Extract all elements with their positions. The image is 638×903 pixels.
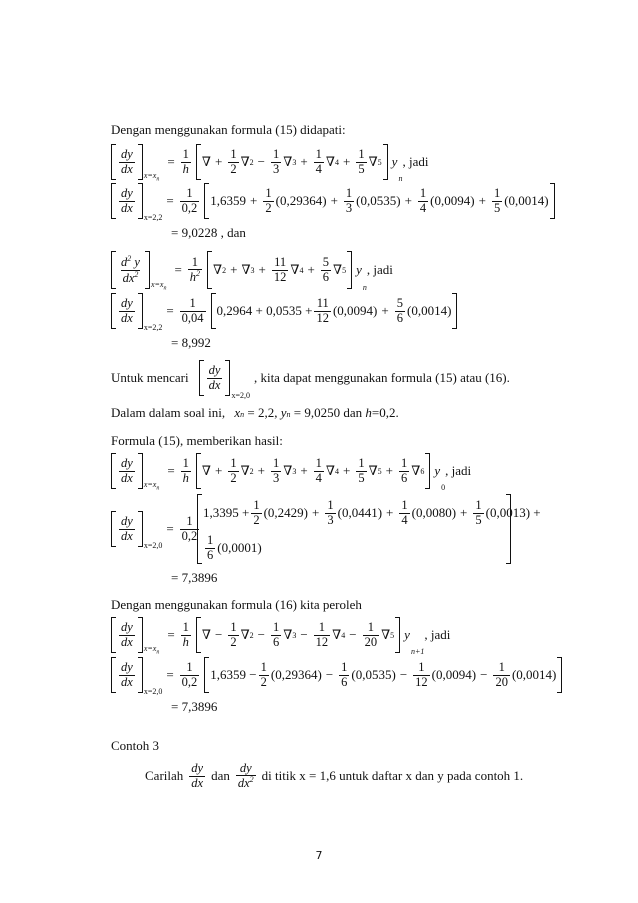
carilah-dan: dan	[211, 768, 230, 783]
equation-8-term-a: 1,3395 +	[203, 505, 250, 520]
equation-2-term-b: (0,29364)	[275, 193, 327, 208]
equation-10-jadi: , jadi	[424, 627, 451, 642]
equation-1: $\frac{dy}{dx}$ $x=x_n$ = $\frac{1}{h}$ ∇ + $\frac{1}{2}$ ∇ 2 − $\frac{1}{3}$ ∇ 3 + $\frac{1}{4}$ ∇ 4 + $\frac{1}{5}$ ∇ 5 y n , jadi	[111, 143, 428, 181]
equation-8-term-e: (0,0013) +	[485, 505, 541, 520]
equation-8-row-1: 1,3395 + $\frac{1}{2}$ (0,2429) + $\frac{1}{3}$ (0,0441) + $\frac{1}{4}$ (0,0080) + $\frac{1}{5}$ (0,0013) +	[203, 498, 541, 527]
equation-11-term-e: (0,0014)	[511, 667, 557, 682]
dalam-h-value: =0,2.	[371, 405, 399, 420]
equation-4-jadi: , jadi	[366, 262, 393, 277]
equation-2-term-a: 1,6359	[210, 193, 247, 208]
equation-8-h: 0,2	[181, 528, 198, 543]
equation-9-result: = 7,3896	[171, 570, 218, 585]
equation-8-term-b: (0,2429)	[263, 505, 309, 520]
equation-5-h: 0,04	[181, 310, 204, 325]
dalam-xn-value: = 2,2,	[247, 405, 278, 420]
equation-5: $\frac{dy}{dx}$ x=2,2 = $\frac{1}{0,04}$ 0,2964 + 0,0535 + $\frac{11}{12}$ (0,0094) + $\frac{5}{6}$ (0,0014)	[111, 292, 457, 330]
equation-5-subscript: x=2,2	[143, 323, 163, 332]
equation-8-subscript: x=2,0	[143, 541, 163, 550]
untuk-subscript: x=2,0	[231, 391, 250, 400]
equation-8-row-2: $\frac{1}{6}$ (0,0001)	[207, 533, 262, 562]
carilah-line: Carilah $\frac{dy}{dx}$ dan $\frac{dy}{dx^2}$ di titik x = 1,6 untuk daftar x dan y pada contoh 1.	[145, 760, 524, 791]
equation-2-subscript: x=2,2	[143, 213, 163, 222]
equation-8-term-c: (0,0441)	[337, 505, 383, 520]
page-number: 7	[315, 849, 323, 862]
equation-5-term-c: (0,0094)	[332, 303, 378, 318]
dalam-soal-line: Dalam dalam soal ini, xn = 2,2, yn = 9,0250 dan h=0,2.	[111, 405, 399, 420]
equation-5-term-a: 0,2964 + 0,0535 +	[216, 303, 313, 318]
equation-2-term-d: (0,0094)	[430, 193, 475, 208]
equation-7-jadi: , jadi	[445, 463, 472, 478]
equation-12-result: = 7,3896	[171, 699, 218, 714]
equation-10: $\frac{dy}{dx}$ $x=x_n$ = $\frac{1}{h}$ ∇ − $\frac{1}{2}$ ∇ 2 − $\frac{1}{6}$ ∇ 3 − $\frac{1}{12}$ ∇ 4 − $\frac{1}{20}$ ∇ 5 y n+1 , jadi	[111, 616, 450, 654]
untuk-pre-text: Untuk mencari	[111, 370, 189, 385]
equation-11: $\frac{dy}{dx}$ x=2,0 = $\frac{1}{0,2}$ 1,6359 − $\frac{1}{2}$ (0,29364) − $\frac{1}{6}$ (0,0535) − $\frac{1}{12}$ (0,0094) − $\frac{1}{20}$ (0,0014)	[111, 656, 562, 694]
equation-1-jadi: , jadi	[402, 154, 429, 169]
formula-15-text: Formula (15), memberikan hasil:	[111, 433, 283, 448]
equation-3-result: = 9,0228 , dan	[171, 225, 246, 240]
carilah-post-text: di titik x = 1,6 untuk daftar x dan y pada contoh 1.	[261, 768, 524, 783]
untuk-mencari-line: Untuk mencari $\frac{dy}{dx}$ x=2,0 , kita dapat menggunakan formula (15) atau (16).	[111, 358, 510, 398]
equation-2-term-c: (0,0535)	[356, 193, 401, 208]
dalam-pre-text: Dalam dalam soal ini,	[111, 405, 226, 420]
equation-8-term-d: (0,0080)	[411, 505, 457, 520]
equation-2: $\frac{dy}{dx}$ x=2,2 = $\frac{1}{0,2}$ 1,6359 + $\frac{1}{2}$ (0,29364) + $\frac{1}{3}$ (0,0535) + $\frac{1}{4}$ (0,0094) + $\frac{1}{5}$ (0,0014)	[111, 182, 555, 220]
equation-11-term-a: 1,6359 −	[210, 667, 257, 682]
equation-11-term-b: (0,29364)	[270, 667, 322, 682]
carilah-pre-text: Carilah	[145, 768, 184, 783]
contoh-3-heading: Contoh 3	[111, 738, 160, 753]
equation-11-term-d: (0,0094)	[431, 667, 477, 682]
equation-8-term-f: (0,0001)	[217, 540, 262, 555]
equation-4: $\frac{d^2 y}{dx^2}$ $x=x_n$ = $\frac{1}{h^2}$ ∇ 2 + ∇ 3 + $\frac{11}{12}$ ∇ 4 + $\frac{5}{6}$ ∇ 5 y n , jadi	[111, 250, 393, 290]
equation-2-term-e: (0,0014)	[504, 193, 549, 208]
equation-2-h: 0,2	[181, 200, 198, 215]
equation-11-h: 0,2	[181, 674, 198, 689]
intro-text: Dengan menggunakan formula (15) didapati:	[111, 122, 346, 137]
untuk-post-text: , kita dapat menggunakan formula (15) atau (16).	[253, 370, 510, 385]
equation-6-result: = 8,992	[171, 335, 211, 350]
equation-11-term-c: (0,0535)	[351, 667, 396, 682]
dalam-dan: dan	[343, 405, 363, 420]
equation-7: $\frac{dy}{dx}$ $x=x_n$ = $\frac{1}{h}$ ∇ + $\frac{1}{2}$ ∇ 2 + $\frac{1}{3}$ ∇ 3 + $\frac{1}{4}$ ∇ 4 + $\frac{1}{5}$ ∇ 5 + $\frac{1}{6}$ ∇ 6 y 0 , jadi	[111, 452, 471, 490]
dalam-yn-value: = 9,0250	[293, 405, 341, 420]
equation-11-subscript: x=2,0	[143, 687, 163, 696]
equation-8-lhs: $\frac{dy}{dx}$ x=2,0 = $\frac{1}{0,2}$	[111, 510, 201, 548]
equation-5-term-d: (0,0014)	[406, 303, 452, 318]
formula-16-text: Dengan menggunakan formula (16) kita peroleh	[111, 597, 362, 612]
